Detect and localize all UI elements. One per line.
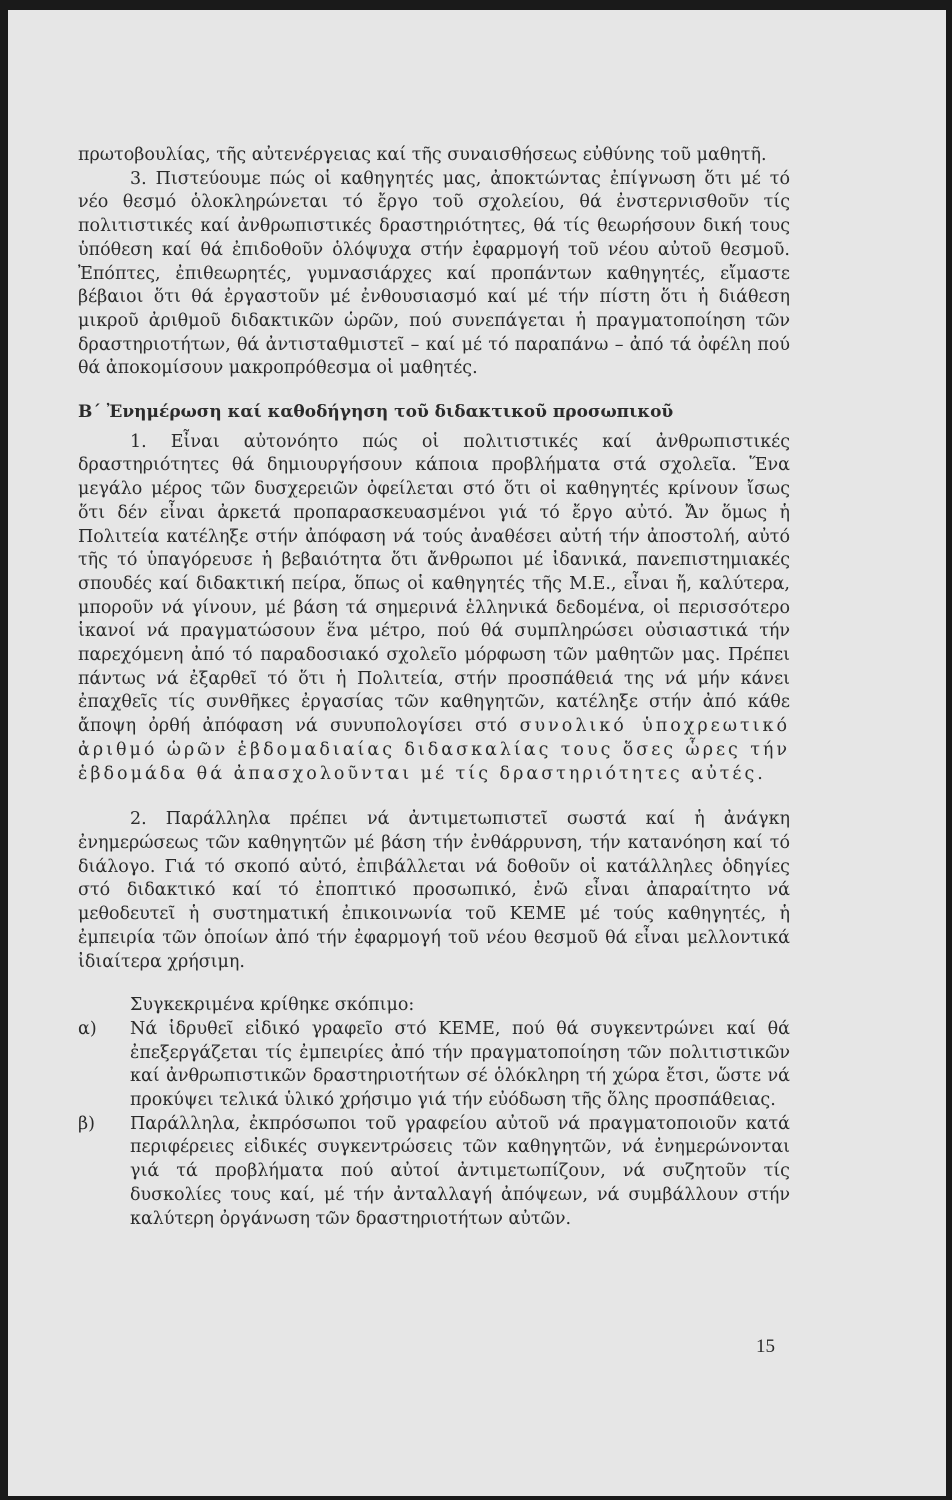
section-b-point-1-spaced-text: συνολικό ὑποχρεωτικό ἀριθμό ὡρῶν ἑβδομαδιαίας διδασκαλίας τους ὅσες ὧρες τήν ἑβδομάδα θά ἀπασχολοῦνται μέ τίς δραστηριότητες αὐτές. [78,716,790,784]
list-item-a [78,1018,790,1113]
list-item-b [78,1113,790,1232]
page-number: 15 [756,1336,775,1357]
section-b-point-2-paragraph: 2. Παράλληλα πρέπει νά ἀντιμετωπιστεῖ σωστά καί ἡ ἀνάγκη ἐνημερώσεως τῶν καθηγητῶν μέ βάση τήν ἐνθάρρυνση, τήν κατανόηση καί τό διάλογο. Γιά τό σκοπό αὐτό, ἐπιβάλλεται νά δοθοῦν οἱ κατάλληλες ὁδηγίες στό διδακτικό καί τό ἐποπτικό προσωπικό, ἐνῶ εἶναι ἀπαραίτητο νά μεθοδευτεῖ ἡ συστηματική ἐπικοινωνία τοῦ ΚΕΜΕ μέ τούς καθηγητές, ἡ ἐμπειρία τῶν ὁποίων ἀπό τήν ἐφαρμογή τοῦ νέου θεσμοῦ θά εἶναι μελλοντικά ἰδιαίτερα χρήσιμη. [78,809,790,972]
section-heading: Β΄ Ἐνημέρωση καί καθοδήγηση τοῦ διδακτικοῦ προσωπικοῦ [78,402,674,423]
section-b-point-1-paragraph [78,431,790,787]
continuation-paragraph: πρωτοβουλίας, τῆς αὐτενέργειας καί τῆς συναισθήσεως εὐθύνης τοῦ μαθητῆ. [78,145,767,165]
point-3-paragraph: 3. Πιστεύουμε πώς οἱ καθηγητές μας, ἀποκτώντας ἐπίγνωση ὅτι μέ τό νέο θεσμό ὁλοκληρώνεται τό ἔργο τοῦ σχολείου, θά ἐνστερνισθοῦν τίς πολιτιστικές καί ἀνθρωπιστικές δραστηριότητες, θά τίς θεωρήσουν δική τους ὑπόθεση καί θά ἐπιδοθοῦν ὁλόψυχα στήν ἐφαρμογή τοῦ νέου αὐτοῦ θεσμοῦ. Ἐπόπτες, ἐπιθεωρητές, γυμνασιάρχες καί προπάντων καθηγητές, εἴμαστε βέβαιοι ὅτι θά ἐργαστοῦν μέ ἐνθουσιασμό καί μέ τήν πίστη ὅτι ἡ διάθεση μικροῦ ἀριθμοῦ διδακτικῶν ὡρῶν, πού συνεπάγεται ἡ πραγματοποίηση τῶν δραστηριοτήτων, θά ἀντισταθμιστεῖ – καί μέ τό παραπάνω – ἀπό τά ὀφέλη πού θά ἀποκομίσουν μακροπρόθεσμα οἱ μαθητές. [78,168,790,379]
book-page [8,10,946,1496]
specifically-line: Συγκεκριμένα κρίθηκε σκόπιμο: [130,995,415,1016]
section-b-point-1-text: 1. Εἶναι αὐτονόητο πώς οἱ πολιτιστικές καί ἀνθρωπιστικές δραστηριότητες θά δημιουργήσουν κάποια προβλήματα στά σχολεῖα. Ἕνα μεγάλο μέρος τῶν δυσχερειῶν ὀφείλεται στό ὅτι οἱ καθηγητές κρίνουν ἴσως ὅτι δέν εἶναι ἀρκετά προπαρασκευασμένοι γιά τό ἔργο αὐτό. Ἄν ὅμως ἡ Πολιτεία κατέληξε στήν ἀπόφαση νά τούς ἀναθέσει αὐτή τήν ἀποστολή, αὐτό τῆς τό ὑπαγόρευσε ἡ βεβαιότητα ὅτι ἄνθρωποι μέ ἰδανικά, πανεπιστημιακές σπουδές καί διδακτική πείρα, ὅπως οἱ καθηγητές τῆς Μ.Ε., εἶναι ἤ, καλύτερα, μποροῦν νά γίνουν, μέ βάση τά σημερινά ἑλληνικά δεδομένα, οἱ περισσότερο ἱκανοί νά πραγματώσουν ἕνα μέτρο, πού θά συμπληρώσει οὐσιαστικά τήν παρεχόμενη ἀπό τό παραδοσιακό σχολεῖο μόρφωση τῶν μαθητῶν μας. Πρέπει πάντως νά ἐξαρθεῖ τό ὅτι ἡ Πολιτεία, στήν προσπάθειά της νά μήν κάνει ἐπαχθεῖς τίς συνθῆκες ἐργασίας τῶν καθηγητῶν, κατέληξε στήν ἀπό κάθε ἄποψη ὀρθή ἀπόφαση νά συνυπολογίσει στό [78,431,790,737]
list-text-b: Παράλληλα, ἐκπρόσωποι τοῦ γραφείου αὐτοῦ νά πραγματοποιοῦν κατά περιφέρειες εἰδικές συγκεντρώσεις τῶν καθηγητῶν, νά ἐνημερώνονται γιά τά προβλήματα πού αὐτοί ἀντιμετωπίζουν, νά συζητοῦν τίς δυσκολίες τους καί, μέ τήν ἀνταλλαγή ἀπόψεων, νά συμβάλλουν στήν καλύτερη ὀργάνωση τῶν δραστηριοτήτων αὐτῶν. [130,1113,790,1229]
list-marker-a: α) [78,1018,97,1039]
list-marker-b: β) [78,1113,95,1134]
list-text-a: Νά ἱδρυθεῖ εἰδικό γραφεῖο στό ΚΕΜΕ, πού θά συγκεντρώνει καί θά ἐπεξεργάζεται τίς ἐμπειρίες ἀπό τήν πραγματοποίηση τῶν πολιτιστικῶν καί ἀνθρωπιστικῶν δραστηριοτήτων σέ ὁλόκληρη τή χώρα ἔτσι, ὥστε νά προκύψει τελικά ὑλικό χρήσιμο γιά τήν εὐόδωση τῆς ὅλης προσπάθειας. [130,1018,790,1111]
page-body [78,144,790,1231]
